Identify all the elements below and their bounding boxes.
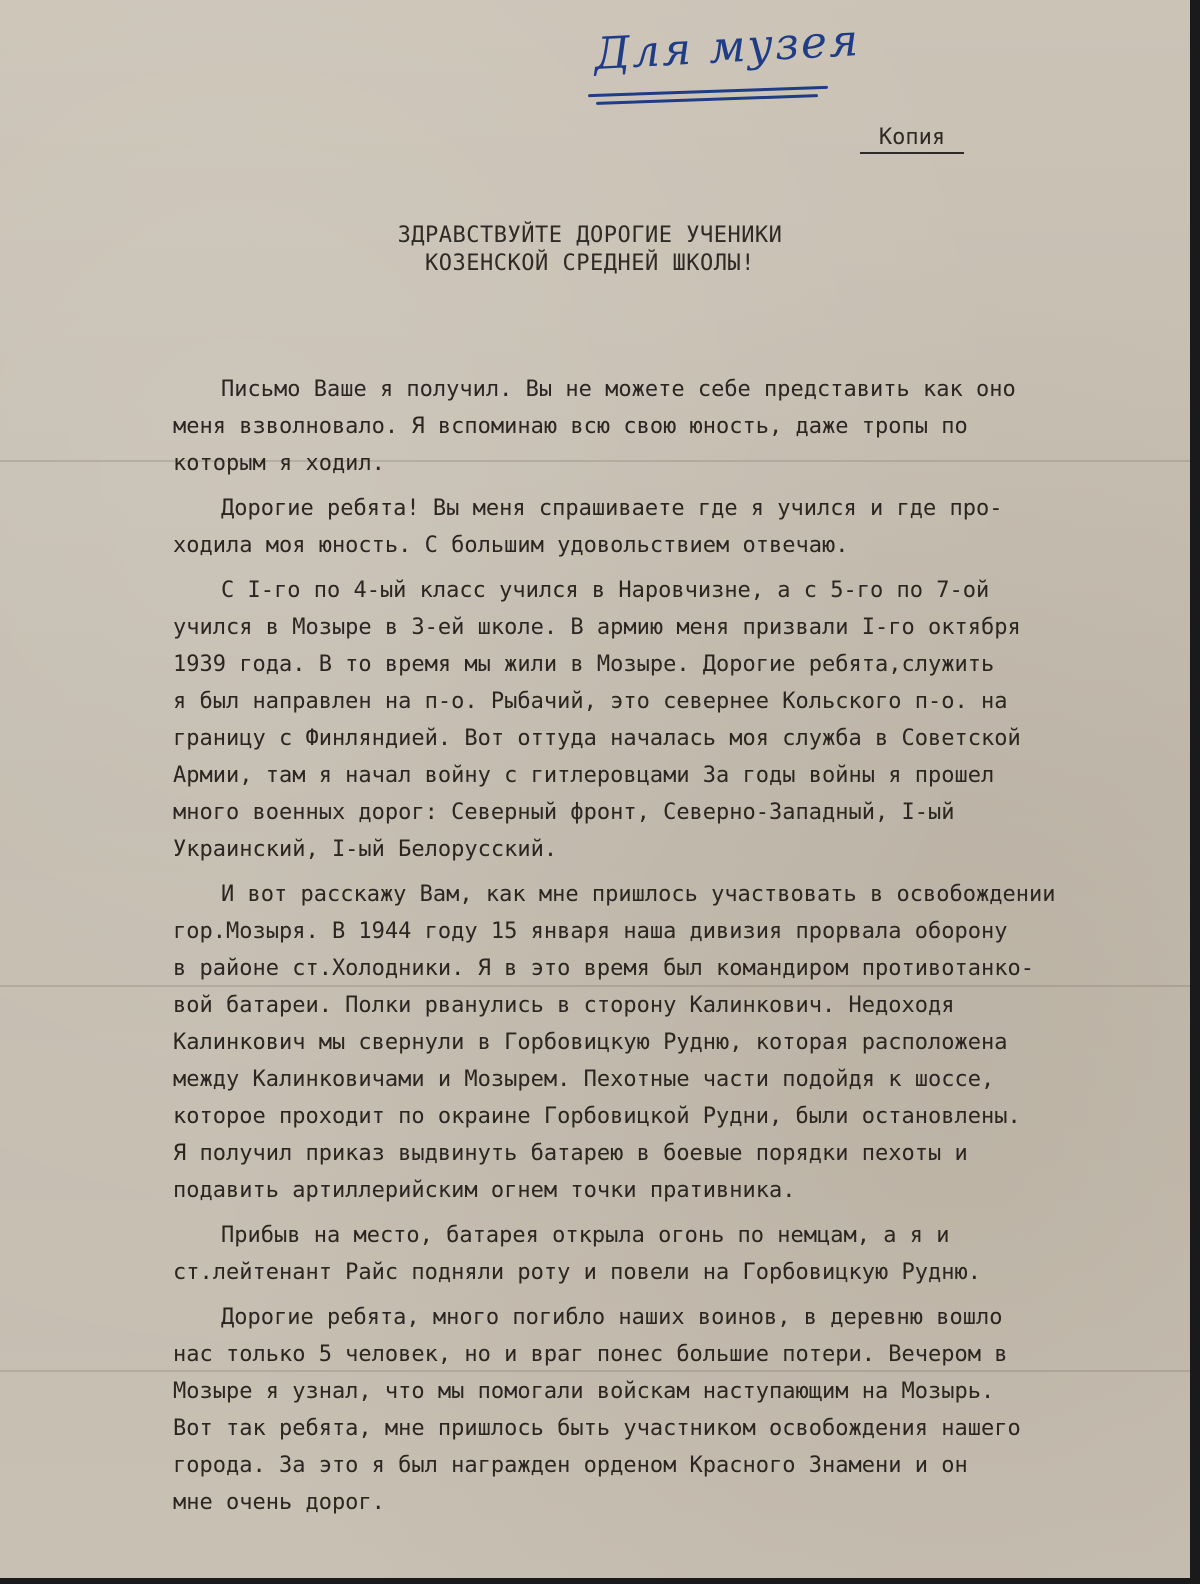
paragraph <box>173 876 1173 1209</box>
paragraph <box>173 371 1173 482</box>
text-line: Армии, там я начал войну с гитлеровцами За годы войны я прошел <box>173 763 995 788</box>
text-line: много военных дорог: Северный фронт, Северно-Западный, I-ый <box>173 800 955 825</box>
text-line: Дорогие ребята! Вы меня спрашиваете где я учился и где про- <box>221 496 1003 521</box>
heading-line-1: ЗДРАВСТВУЙТЕ ДОРОГИЕ УЧЕНИКИ <box>397 223 783 248</box>
text-line: я был направлен на п-о. Рыбачий, это севернее Кольского п-о. на <box>173 689 1008 714</box>
text-line: мне очень дорог. <box>173 1490 385 1515</box>
paragraph <box>173 490 1173 564</box>
text-line: И вот расскажу Вам, как мне пришлось участвовать в освобождении <box>221 882 1056 907</box>
text-line: Я получил приказ выдвинуть батарею в боевые порядки пехоты и <box>173 1141 968 1166</box>
letter-body <box>173 371 1173 1529</box>
text-line: в районе ст.Холодники. Я в это время был командиром противотанко- <box>173 956 1034 981</box>
text-line: гор.Мозыря. В 1944 году 15 января наша дивизия прорвала оборону <box>173 919 1008 944</box>
text-line: Украинский, I-ый Белорусский. <box>173 837 558 862</box>
heading-line-2: КОЗЕНСКОЙ СРЕДНЕЙ ШКОЛЫ! <box>425 251 755 276</box>
paragraph <box>173 1217 1173 1291</box>
text-line: между Калинковичами и Мозырем. Пехотные части подойдя к шоссе, <box>173 1067 995 1092</box>
handwritten-note-text: Для музея <box>592 15 862 80</box>
text-line: города. За это я был награжден орденом Красного Знамени и он <box>173 1453 968 1478</box>
text-line: Прибыв на место, батарея открыла огонь по немцам, а я и <box>221 1223 950 1248</box>
text-line: Мозыре я узнал, что мы помогали войскам наступающим на Мозырь. <box>173 1379 995 1404</box>
text-line: подавить артиллерийским огнем точки пративника. <box>173 1178 796 1203</box>
text-line: ст.лейтенант Райс подняли роту и повели на Горбовицкую Рудню. <box>173 1260 981 1285</box>
copy-label <box>860 125 964 154</box>
text-line: С I-го по 4-ый класс учился в Наровчизне, а с 5-го по 7-ой <box>221 578 990 603</box>
text-line: которым я ходил. <box>173 451 385 476</box>
text-line: Дорогие ребята, много погибло наших воинов, в деревню вошло <box>221 1305 1003 1330</box>
text-line: Письмо Ваше я получил. Вы не можете себе представить как оно <box>221 377 1016 402</box>
text-line: учился в Мозыре в 3-ей школе. В армию меня призвали I-го октября <box>173 615 1021 640</box>
text-line: 1939 года. В то время мы жили в Мозыре. Дорогие ребята,служить <box>173 652 995 677</box>
text-line: меня взволновало. Я вспоминаю всю свою юность, даже тропы по <box>173 414 968 439</box>
text-line: ходила моя юность. С большим удовольствием отвечаю. <box>173 533 849 558</box>
copy-label-text: Копия <box>878 125 946 150</box>
letter-heading <box>290 222 890 278</box>
paragraph <box>173 1299 1173 1521</box>
text-line: границу с Финляндией. Вот оттуда началась моя служба в Советской <box>173 726 1021 751</box>
paragraph <box>173 572 1173 868</box>
text-line: Калинкович мы свернули в Горбовицкую Рудню, которая расположена <box>173 1030 1008 1055</box>
text-line: которое проходит по окраине Горбовицкой Рудни, были остановлены. <box>173 1104 1021 1129</box>
copy-label-underline <box>860 152 964 154</box>
text-line: вой батареи. Полки рванулись в сторону Калинкович. Недоходя <box>173 993 955 1018</box>
text-line: Вот так ребята, мне пришлось быть участником освобождения нашего <box>173 1416 1021 1441</box>
handwritten-note <box>588 14 862 104</box>
text-line: нас только 5 человек, но и враг понес большие потери. Вечером в <box>173 1342 1008 1367</box>
